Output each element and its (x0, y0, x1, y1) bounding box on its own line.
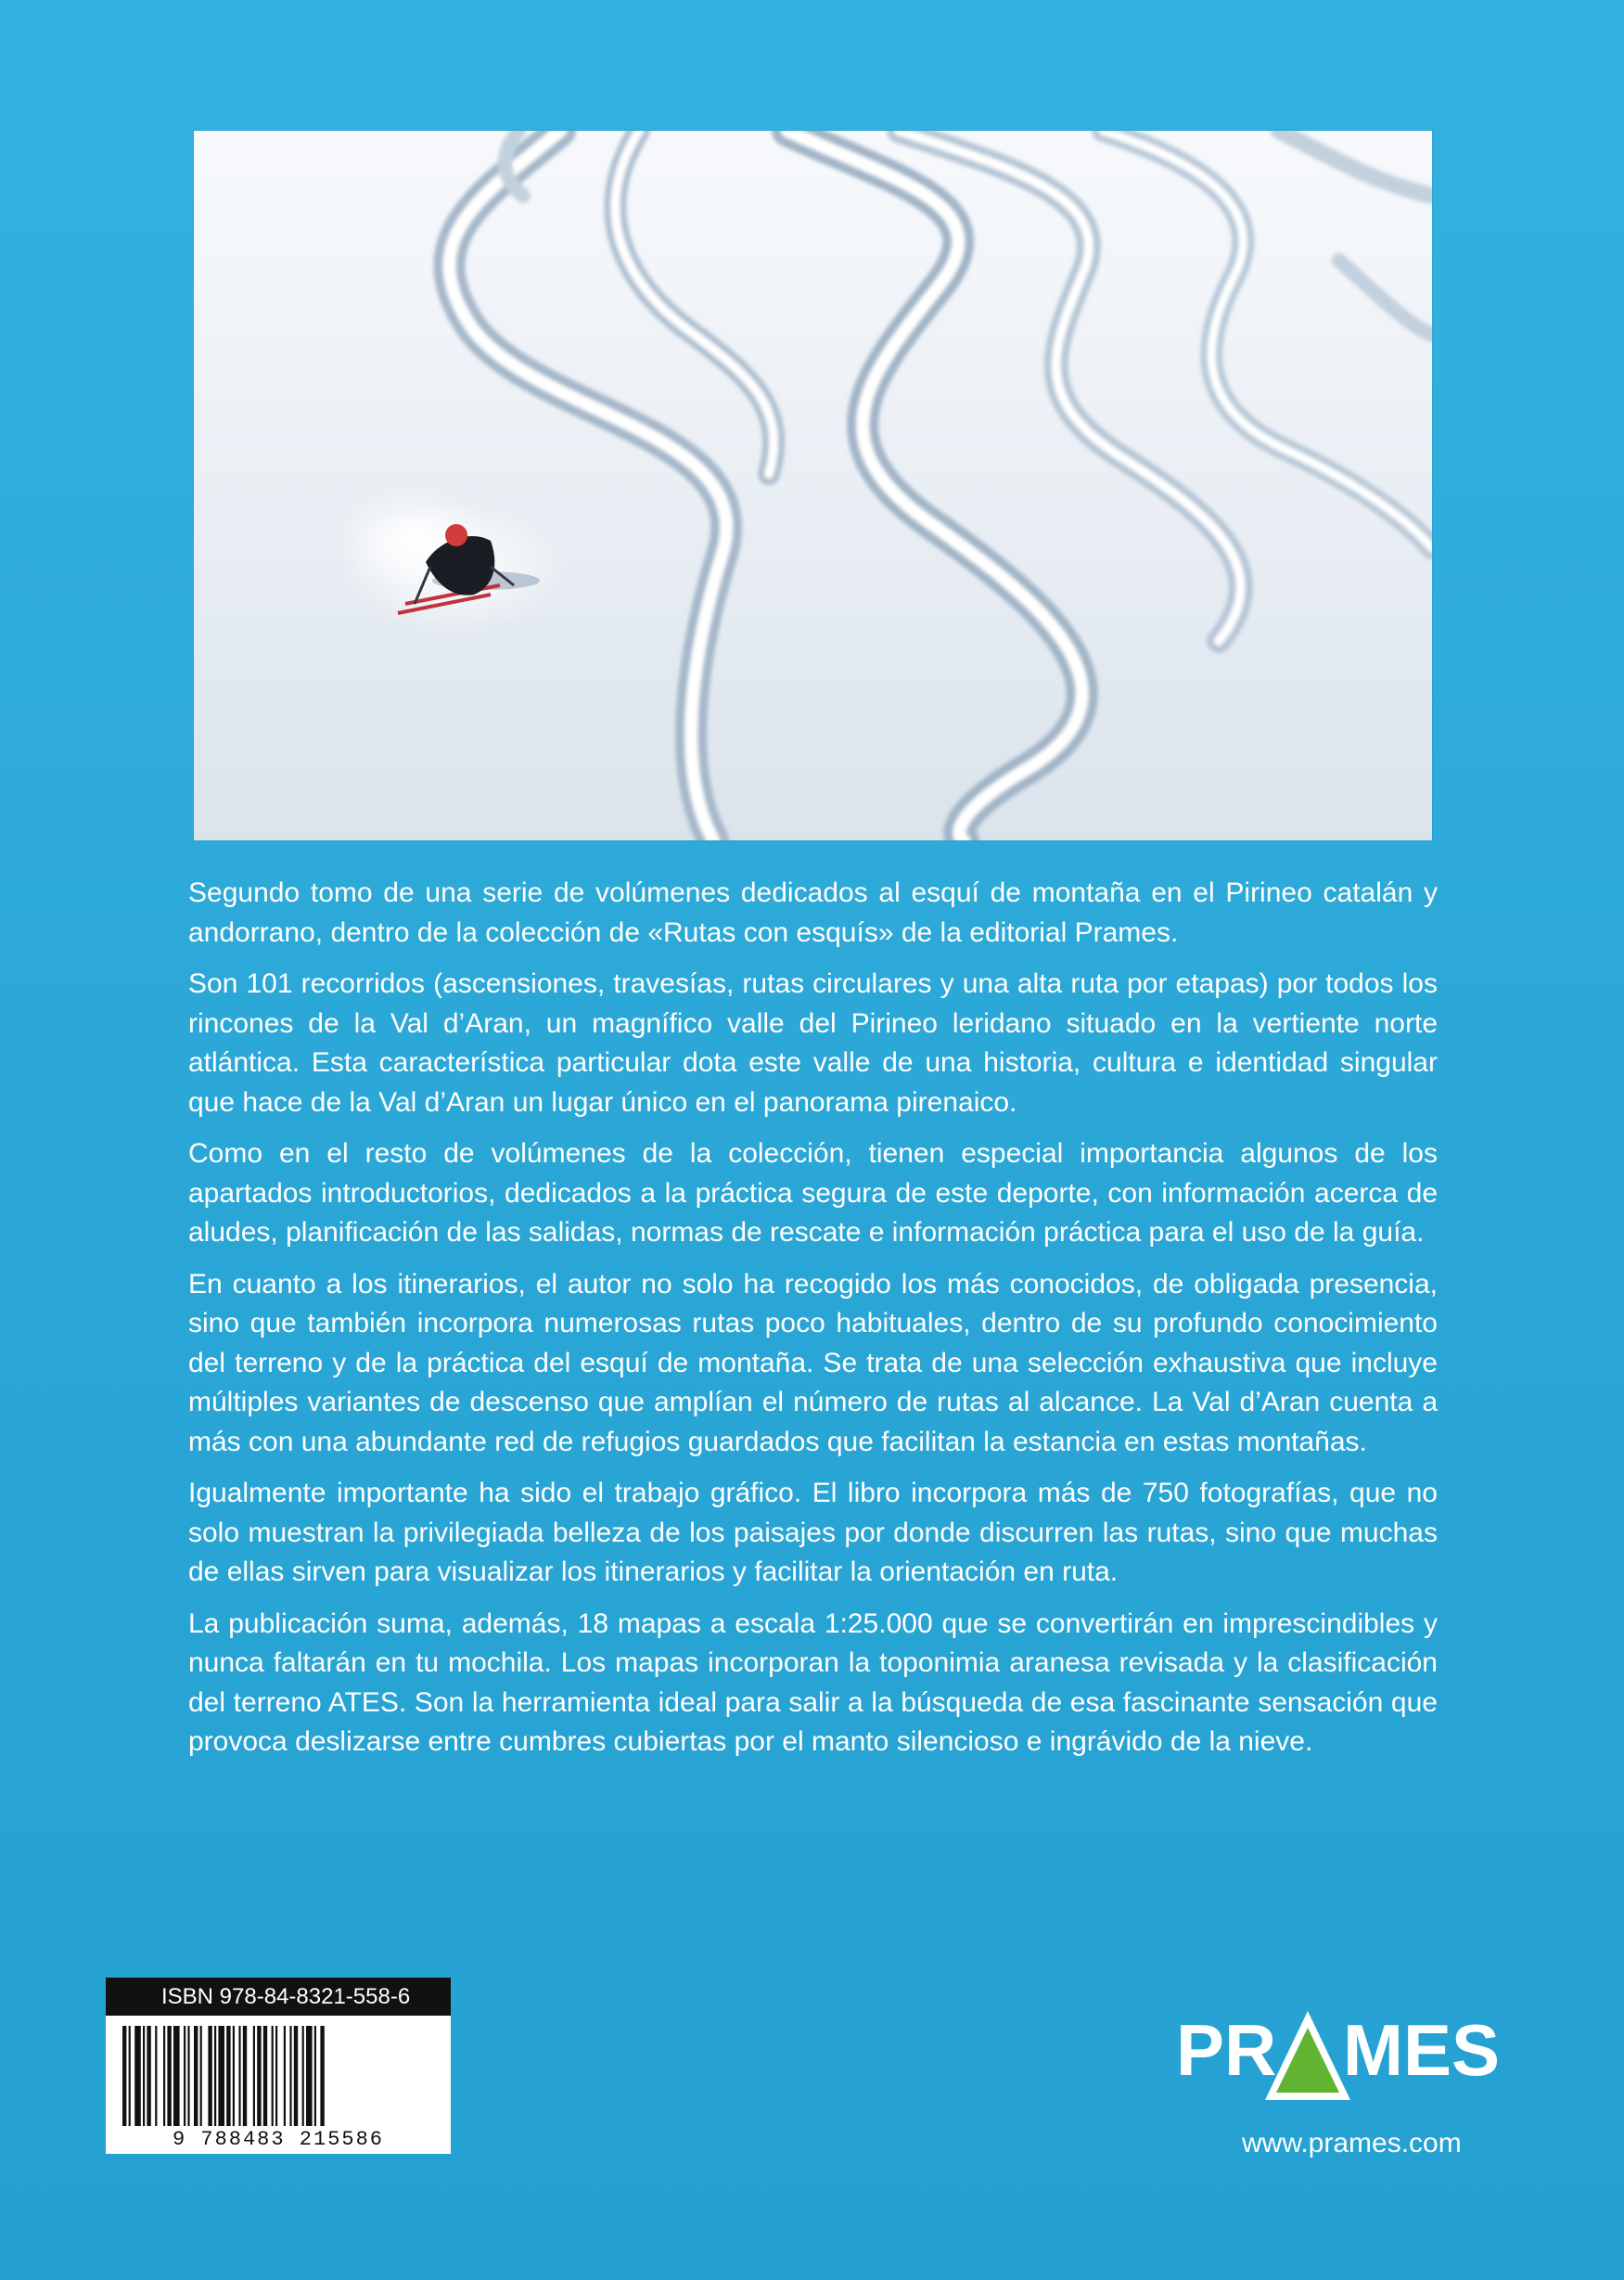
barcode-bar (218, 2026, 224, 2126)
barcode-bar (147, 2026, 150, 2126)
paragraph-2: Son 101 recorridos (ascensiones, travesías, rutas circulares y una alta ruta por etapas) por todos los rincones de la Val d’Aran, un magnífico valle del Pirineo leridano situado en la vertiente norte atlántica. Esta característica particular dota este valle de una historia, cultura e identidad singular que hace de la Val d’Aran un lugar único en el panorama pirenaico. (188, 968, 1438, 1118)
barcode-bar (306, 2026, 313, 2126)
prames-logo (1176, 2005, 1515, 2106)
barcode-bar (155, 2026, 157, 2126)
barcode-bars (115, 2026, 441, 2126)
barcode-bar (284, 2026, 286, 2126)
isbn-barcode-box (106, 1978, 451, 2154)
barcode-bar (233, 2026, 235, 2126)
barcode (115, 2026, 441, 2126)
barcode-bar (184, 2026, 185, 2126)
barcode-bar (208, 2026, 211, 2126)
barcode-bar (163, 2026, 165, 2126)
barcode-bar (200, 2026, 202, 2126)
barcode-bar (194, 2026, 198, 2126)
paragraph-1: Segundo tomo de una serie de volúmenes dedicados al esquí de montaña en el Pirineo catalán y andorrano, dentro de la colección de «Rutas con esquís» de la editorial Prames. (188, 877, 1438, 948)
barcode-bar (314, 2026, 316, 2126)
barcode-bar (187, 2026, 189, 2126)
barcode-digits: 9 788483 215586 (172, 2128, 385, 2151)
barcode-bar (294, 2026, 298, 2126)
barcode-bar (143, 2026, 145, 2126)
barcode-bar (167, 2026, 171, 2126)
barcode-bar (214, 2026, 216, 2126)
paragraph-5: Igualmente importante ha sido el trabajo gráfico. El libro incorpora más de 750 fotografías, que no solo muestran la privilegiada belleza de los paisajes por donde discurren las rutas, sino que muchas de ellas sirven para visualizar los itinerarios y facilitar la orientación en ruta. (188, 1478, 1438, 1587)
barcode-bar (275, 2026, 277, 2126)
barcode-bar (173, 2026, 180, 2126)
barcode-bar (257, 2026, 261, 2126)
cover-photo (194, 131, 1432, 840)
paragraph-3: Como en el resto de volúmenes de la colección, tienen especial importancia algunos de los apartados introductorios, dedicados a la práctica segura de este deporte, con información acerca de aludes, planificación de las salidas, normas de rescate e información práctica para el uso de la guía. (188, 1138, 1438, 1248)
mountain-logo-icon (1261, 2005, 1354, 2106)
barcode-bar (263, 2026, 267, 2126)
barcode-bar (272, 2026, 274, 2126)
barcode-bar (226, 2026, 230, 2126)
logo-text-right: MES (1343, 2009, 1501, 2091)
barcode-bar (320, 2026, 324, 2126)
barcode-bar (302, 2026, 304, 2126)
barcode-bar (134, 2026, 141, 2126)
paragraph-4: En cuanto a los itinerarios, el autor no solo ha recogido los más conocidos, de obligada presencia, sino que también incorpora numerosas rutas poco habituales, dentro de su profundo conocimiento del terreno y de la práctica del esquí de montaña. Se trata de una selección exhaustiva que incluye múltiples variantes de descenso que amplían el número de rutas al alcance. La Val d’Aran cuenta a más con una abundante red de refugios guardados que facilitan la estancia en estas montañas. (188, 1268, 1438, 1457)
barcode-bar (129, 2026, 131, 2126)
ski-tracks-photo (194, 131, 1432, 840)
barcode-bar (243, 2026, 247, 2126)
publisher-website: www.prames.com (1242, 2128, 1462, 2158)
barcode-bar (253, 2026, 255, 2126)
barcode-bar (289, 2026, 291, 2126)
isbn-label: ISBN 978-84-8321-558-6 (106, 1978, 451, 2016)
paragraph-6: La publicación suma, además, 18 mapas a escala 1:25.000 que se convertirán en imprescindibles y nunca faltarán en tu mochila. Los mapas incorporan la toponimia aranesa revisada y la clasificación del terreno ATES. Son la herramienta ideal para salir a la búsqueda de esa fascinante sensación que provoca deslizarse entre cumbres cubiertas por el manto silencioso e ingrávido de la nieve. (188, 1608, 1438, 1757)
barcode-bar (122, 2026, 126, 2126)
logo-text-left: PR (1176, 2009, 1277, 2091)
description-text (188, 874, 1438, 1774)
barcode-bar (238, 2026, 240, 2126)
